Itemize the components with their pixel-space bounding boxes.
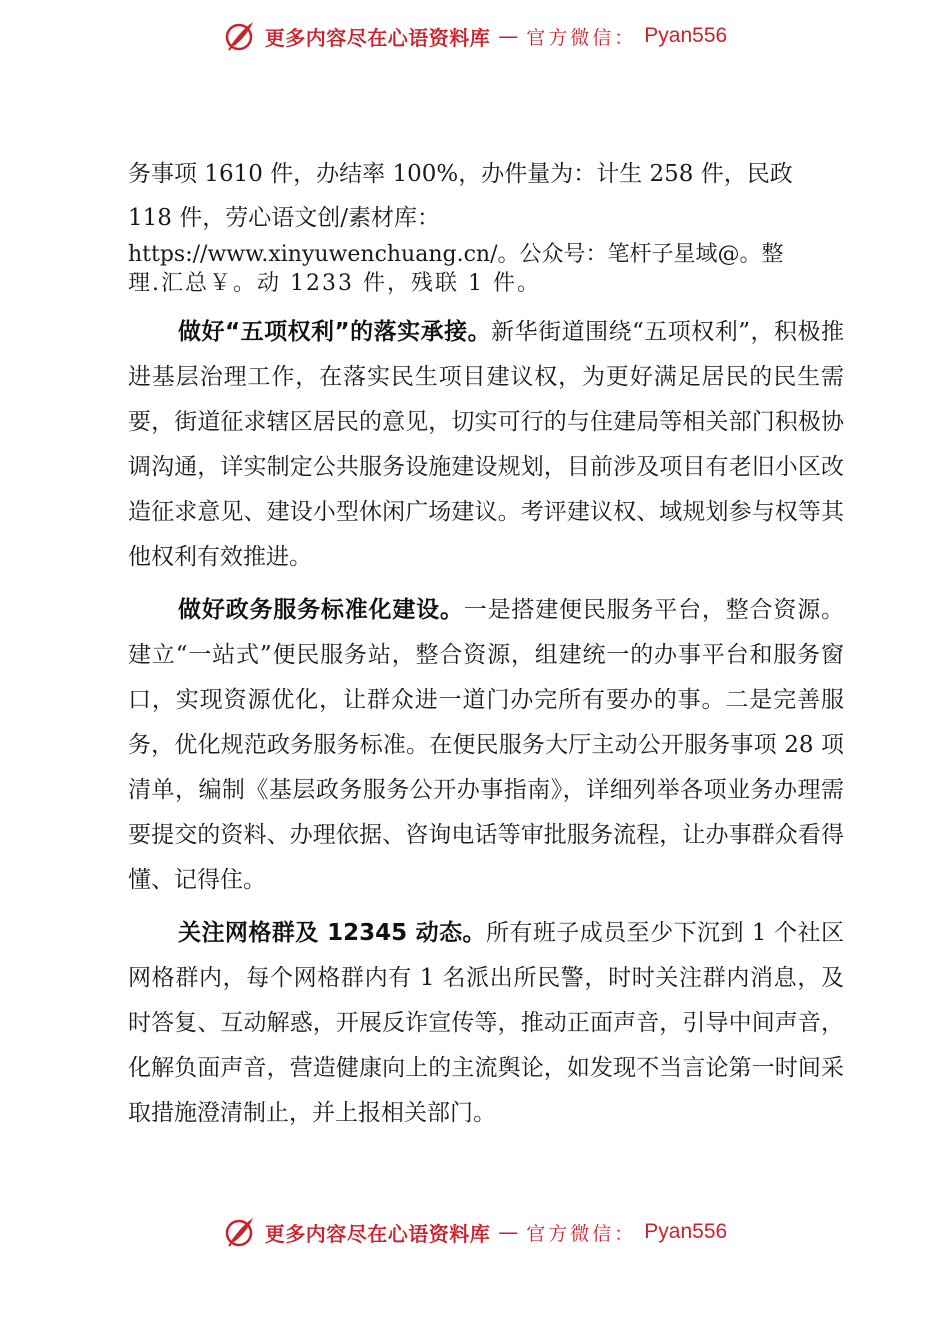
banner-dash: — xyxy=(498,1220,519,1244)
banner-dash: — xyxy=(498,24,519,48)
continuation-paragraph xyxy=(128,152,844,298)
banner-text: 更多内容尽在心语资料库 xyxy=(264,1221,491,1246)
paragraph-grid-groups xyxy=(128,911,844,1136)
paragraph-body: 一是搭建便民服务平台，整合资源。建立“一站式”便民服务站，整合资源，组建统一的办事平台和服务窗口，实现资源优化，让群众进一道门办完所有要办的事。二是完善服务，优化规范政务服务标准。在便民服务大厅主动公开服务事项 28 项清单，编制《基层政务服务公开办事指南》，详细列举各项业务办理需要提交的资料、办理依据、咨询电话等审批服务流程，让办事群众看得懂、记得住。 xyxy=(128,597,845,893)
banner-text: 更多内容尽在心语资料库 xyxy=(264,25,491,50)
continuation-line-3: https://www.xinyuwenchuang.cn/。公众号：笔杆子星域@。整 xyxy=(128,242,784,267)
quill-pen-logo-icon xyxy=(223,1215,257,1249)
paragraph-lead: 关注网格群及 12345 动态。 xyxy=(178,920,486,946)
banner-wechat-label: 官方微信： xyxy=(526,1222,637,1245)
document-body xyxy=(128,152,844,1136)
header-banner xyxy=(0,14,950,58)
paragraph-lead: 做好“五项权利”的落实承接。 xyxy=(178,319,492,345)
paragraph-body: 新华街道围绕“五项权利”，积极推进基层治理工作，在落实民生项目建议权，为更好满足居民的民生需要，街道征求辖区居民的意见，切实可行的与住建局等相关部门积极协调沟通，详实制定公共服务设施建设规划，目前涉及项目有老旧小区改造征求意见、建设小型休闲广场建议。考评建议权、域规划参与权等其他权利有效推进。 xyxy=(128,319,844,570)
paragraph-standardization xyxy=(128,588,844,903)
continuation-line-4: 理.汇总￥。动 1233 件，残联 1 件。 xyxy=(128,271,541,296)
footer-banner xyxy=(0,1210,950,1254)
paragraph-five-rights xyxy=(128,310,844,580)
continuation-line-1: 务事项 1610 件，办结率 100%，办件量为：计生 258 件，民政 xyxy=(128,161,793,187)
banner-wechat-label: 官方微信： xyxy=(526,26,637,49)
paragraph-lead: 做好政务服务标准化建设。 xyxy=(178,597,464,623)
banner-wechat-id: Pyan556 xyxy=(644,1220,728,1243)
quill-pen-logo-icon xyxy=(223,19,257,53)
paragraph-body: 所有班子成员至少下沉到 1 个社区网格群内，每个网格群内有 1 名派出所民警，时时关注群内消息，及时答复、互动解惑，开展反诈宣传等，推动正面声音，引导中间声音，化解负面声音，营造健康向上的主流舆论，如发现不当言论第一时间采取措施澄清制止，并上报相关部门。 xyxy=(128,920,844,1126)
banner-wechat-id: Pyan556 xyxy=(644,24,728,47)
continuation-line-2: 118 件，劳心语文创/素材库： xyxy=(128,205,440,231)
